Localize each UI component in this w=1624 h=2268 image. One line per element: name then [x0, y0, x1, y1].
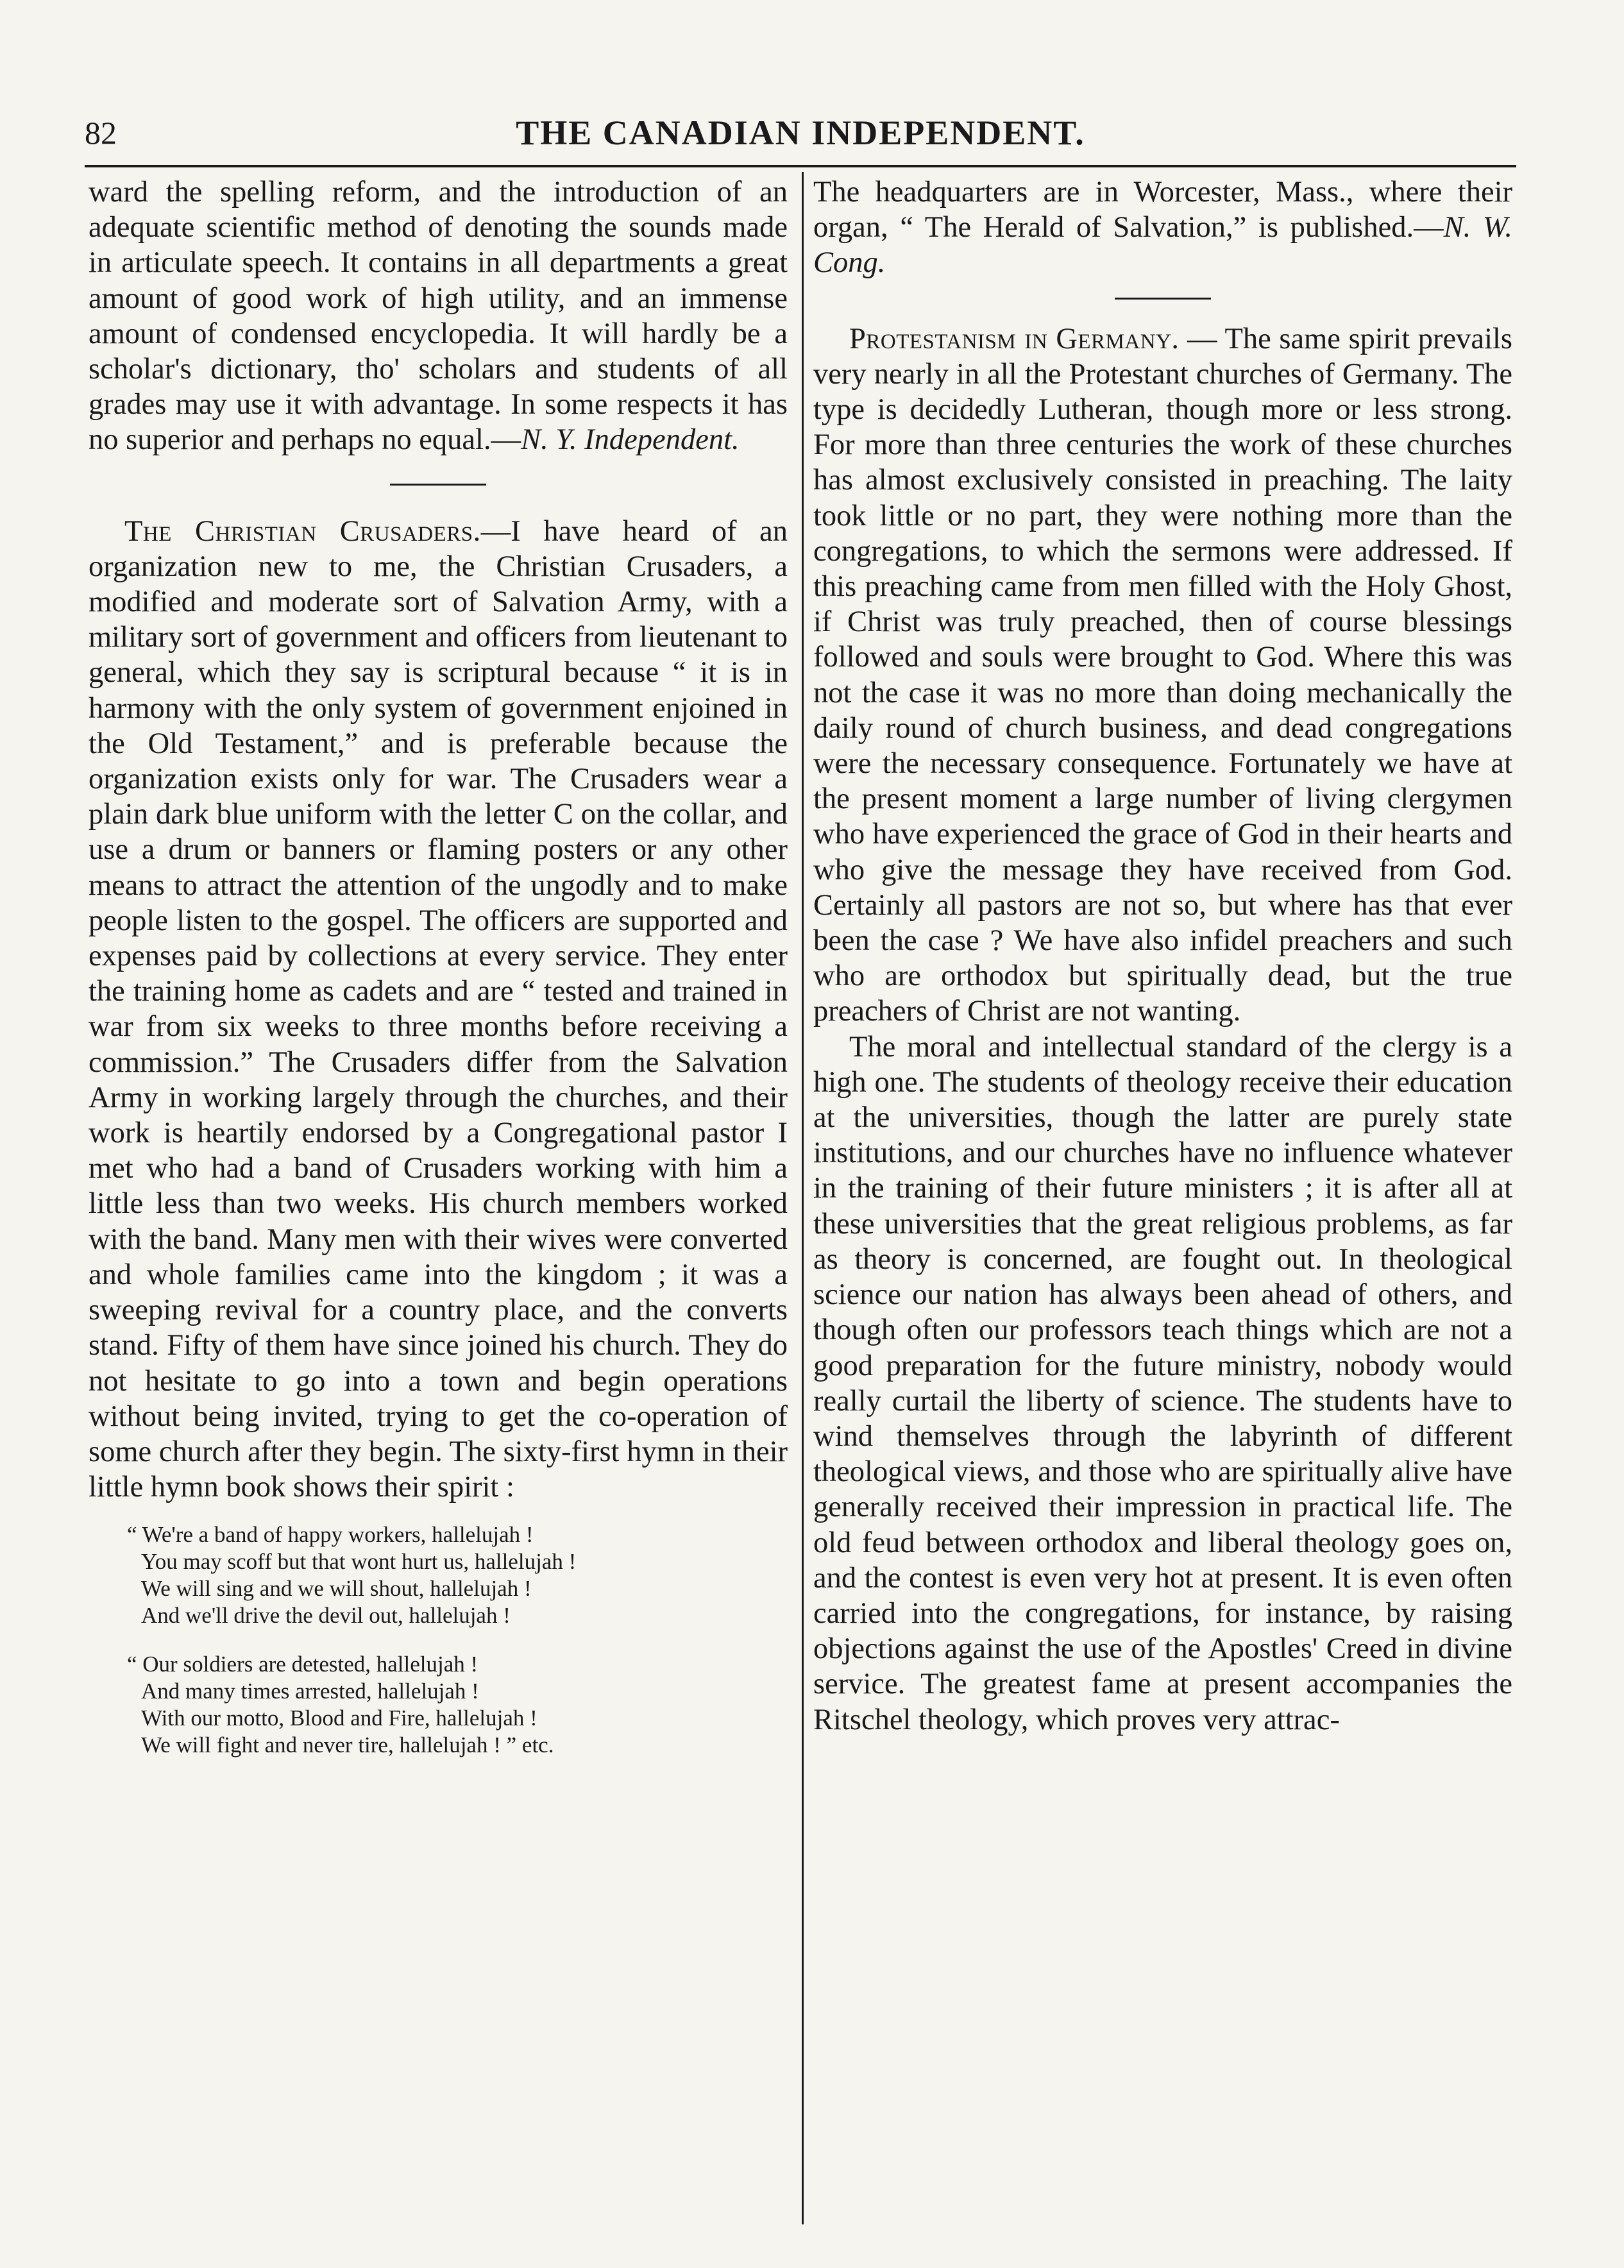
header-rule: [85, 165, 1516, 167]
germany-paragraph: [813, 321, 1512, 1029]
crusaders-continuation: [813, 174, 1512, 281]
dictionary-review-text: ward the spelling reform, and the introduction of an adequate scientific method of denoting the sounds made in articulate speech. It contains in all departments a great amount of good work of high utility, and an immense amount of condensed encyclopedia. It will hardly be a scholar's dictionary, tho' scholars and students of all grades may use it with advantage. In some respects it has no superior and perhaps no equal.—: [89, 176, 788, 457]
crusaders-heading: The Christian Crusaders.: [124, 514, 481, 548]
dictionary-review-source: N. Y. Independent.: [521, 423, 740, 457]
verse-line: You may scoff but that wont hurt us, hallelujah !: [141, 1549, 577, 1575]
verse-line: And we'll drive the devil out, hallelujah !: [141, 1603, 511, 1629]
germany-heading: Protestanism in Germany.: [849, 322, 1180, 355]
crusaders-paragraph: [89, 514, 788, 1505]
article-separator: [390, 484, 486, 486]
left-column: [89, 174, 788, 1759]
article-separator: [1115, 298, 1211, 300]
verse-line: With our motto, Blood and Fire, hallelujah !: [141, 1705, 537, 1731]
dictionary-review-paragraph: [89, 174, 788, 458]
germany-text: — The same spirit prevails very nearly in all the Protestant churches of Germany. The type is decidedly Lutheran, though more or less strong. For more than three centuries the work of these churches has almost exclusively consisted in preaching. The laity took little or no part, they were nothing more than the congregations, to which the sermons were addressed. If this preaching came from men filled with the Holy Ghost, if Christ was truly preached, then of course blessings followed and souls were brought to God. Where this was not the case it was no more than doing mechanically the daily round of church business, and dead congregations were the necessary consequence. Fortunately we have at the present moment a large number of living clergymen who have experienced the grace of God in their hearts and who give the message they have received from God. Certainly all pastors are not so, but where has that ever been the case ? We have also infidel preachers and such who are orthodox but spiritually dead, but the true preachers of Christ are not wanting.: [813, 322, 1512, 1028]
germany-paragraph-2: The moral and intellectual standard of the clergy is a high one. The students of theology receive their education at the universities, though the latter are purely state institutions, and our churches have no influence whatever in the training of their future ministers ; it is after all at these universities that the great religious problems, as far as theory is concerned, are fought out. In theological science our nation has always been ahead of others, and though often our professors teach things which are not a good preparation for the future ministry, nobody would really curtail the liberty of science. The students have to wind themselves through the labyrinth of different theological views, and those who are spiritually alive have generally received their impression in practical life. The old feud between orthodox and liberal theology goes on, and the contest is even very hot at present. It is even often carried into the congregations, for instance, by raising objections against the use of the Apostles' Creed in divine service. The greatest fame at present accompanies the Ritschel theology, which proves very attrac-: [813, 1030, 1512, 1736]
page-header: [85, 109, 1516, 160]
crusaders-continuation-text: The headquarters are in Worcester, Mass., where their organ, “ The Herald of Salvation,” is published.—: [813, 176, 1512, 244]
verse-line: And many times arrested, hallelujah !: [141, 1679, 479, 1704]
crusaders-source: N. W. Cong.: [813, 211, 1512, 280]
right-column: [813, 174, 1512, 1738]
stanza-gap: [127, 1629, 788, 1651]
verse-line: We will sing and we will shout, hallelujah !: [141, 1576, 532, 1602]
verse-line: We will fight and never tire, hallelujah ! ” etc.: [141, 1732, 554, 1758]
verse-line: “ We're a band of happy workers, hallelujah !: [127, 1522, 534, 1548]
hymn-verse: [127, 1521, 788, 1759]
running-title: THE CANADIAN INDEPENDENT.: [516, 114, 1085, 152]
verse-line: “ Our soldiers are detested, hallelujah !: [127, 1652, 478, 1677]
crusaders-text: —I have heard of an organization new to me, the Christian Crusaders, a modified and moderate sort of Salvation Army, with a military sort of government and officers from lieutenant to general, which they say is scriptural because “ it is in harmony with the only system of government enjoined in the Old Testament,” and is preferable because the organization exists only for war. The Crusaders wear a plain dark blue uniform with the letter C on the collar, and use a drum or banners or flaming posters or any other means to attract the attention of the ungodly and to make people listen to the gospel. The officers are supported and expenses paid by collections at every service. They enter the training home as cadets and are “ tested and trained in war from six weeks to three months before receiving a commission.” The Crusaders differ from the Salvation Army in working largely through the churches, and their work is heartily endorsed by a Congregational pastor I met who had a band of Crusaders working with him a little less than two weeks. His church members worked with the band. Many men with their wives were converted and whole families came into the kingdom ; it was a sweeping revival for a country place, and the converts stand. Fifty of them have since joined his church. They do not hesitate to go into a town and begin operations without being invited, trying to get the co-operation of some church after they begin. The sixty-first hymn in their little hymn book shows their spirit :: [89, 514, 788, 1504]
page-number: 82: [85, 115, 117, 151]
column-rule: [802, 172, 804, 2224]
